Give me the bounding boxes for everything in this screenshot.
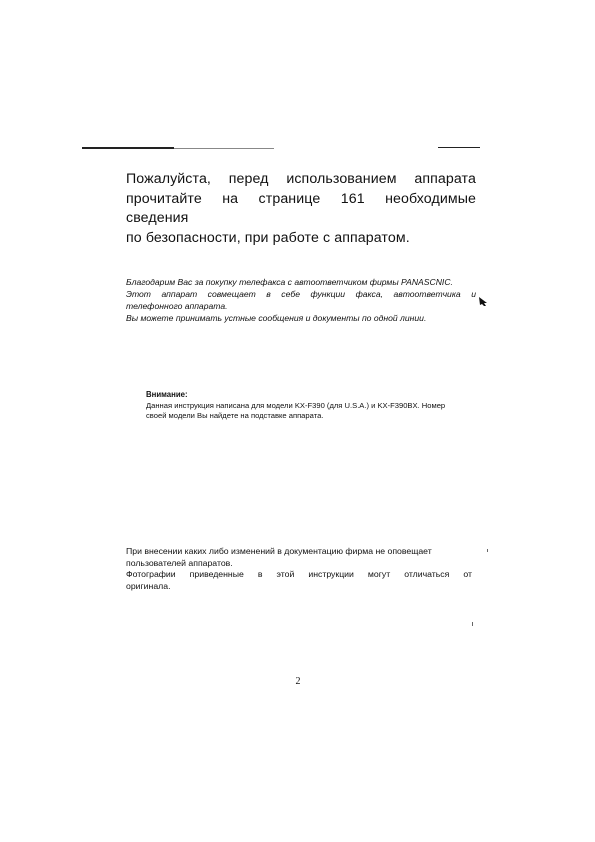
changes-line: Фотографии приведенные в этой инструкции могут отличаться от [126, 569, 472, 580]
scan-speck [487, 549, 488, 552]
safety-notice-line: по безопасности, при работе с аппаратом. [126, 229, 410, 246]
changes-line: оригинала. [126, 580, 171, 591]
attention-line: Данная инструкция написана для модели KX-F390 (для U.S.A.) и KX-F390BX. Номер [146, 400, 446, 410]
scan-speck [472, 622, 473, 626]
thanks-line: Этот аппарат совмещает в себе функции факса, автоответчика и [126, 289, 476, 299]
changes-line: пользователей аппаратов. [126, 557, 233, 568]
page-number: 2 [295, 676, 301, 687]
header-rule-left [82, 147, 174, 149]
safety-notice-line: прочитайте на странице 161 необходимые сведения [126, 190, 476, 226]
safety-notice-line: Пожалуйста, перед использованием аппарата [126, 171, 476, 187]
thanks-line: Благодарим Вас за покупку телефакса с автоответчиком фирмы PANASCNIC. [126, 277, 453, 287]
thanks-line: Вы можете принимать устные сообщения и документы по одной линии. [126, 313, 427, 323]
attention-title: Внимание: [146, 390, 188, 399]
arrow-mark-icon [478, 296, 488, 306]
thanks-line: телефонного аппарата. [126, 301, 228, 311]
attention-note [146, 390, 488, 422]
header-rule-left-thin [174, 148, 274, 149]
safety-notice [126, 170, 476, 248]
attention-line: своей модели Вы найдете на подставке аппарата. [146, 411, 324, 420]
changes-line: При внесении каких либо изменений в документацию фирма не оповещает [126, 546, 432, 556]
changes-disclaimer [126, 546, 472, 592]
header-rule-right [438, 147, 480, 148]
thanks-paragraph [126, 276, 476, 324]
